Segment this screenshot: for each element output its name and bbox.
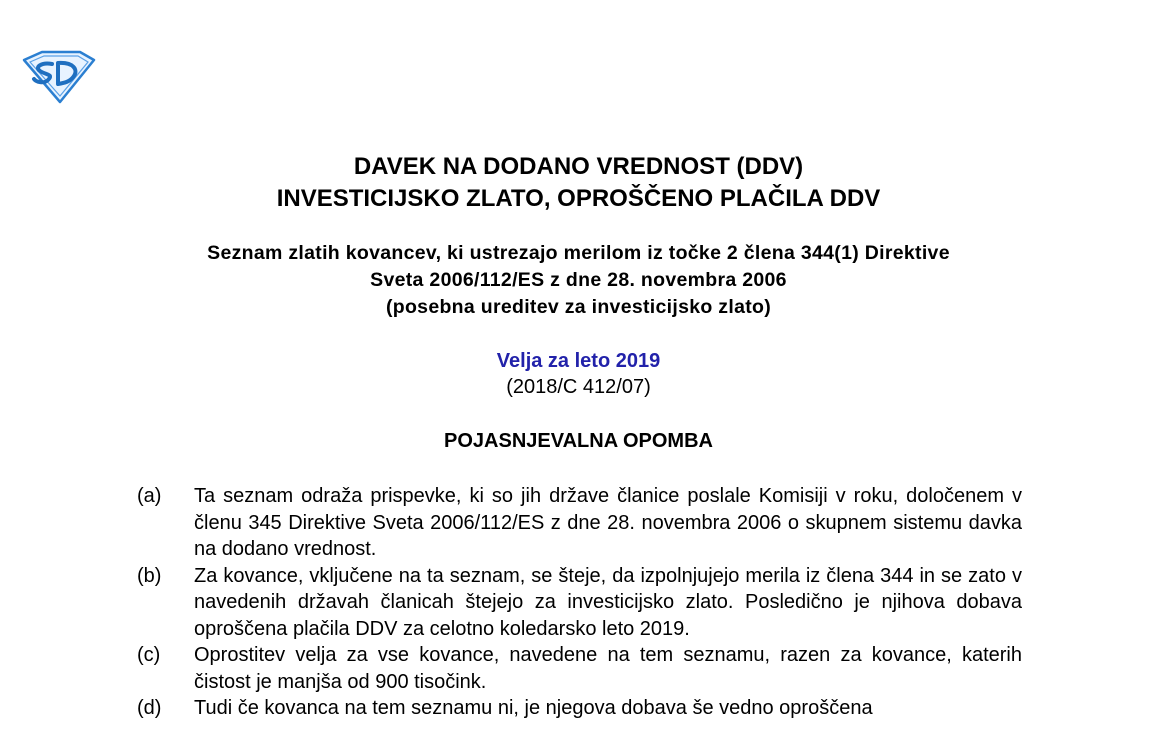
note-item-b	[137, 563, 1022, 643]
note-text: Tudi če kovanca na tem seznamu ni, je njegova dobava še vedno oproščena	[194, 697, 873, 719]
shield-logo-icon	[22, 50, 96, 104]
document-reference: (2018/C 412/07)	[506, 376, 651, 398]
validity-label: Velja za leto 2019	[496, 350, 661, 372]
note-text: Za kovance, vključene na ta seznam, se šteje, da izpolnjujejo merila iz člena 344 in se zato v navedenih državah članicah štejejo za investicijsko zlato. Posledično je njihova dobava oproščena plačila DDV za celotno koledarsko leto 2019.	[194, 564, 1022, 640]
note-list	[137, 483, 1022, 722]
note-marker: (a)	[137, 485, 162, 507]
subtitle-line-3: (posebna ureditev za investicijsko zlato)	[385, 296, 772, 318]
subtitle-line-2: Sveta 2006/112/ES z dne 28. novembra 2006	[370, 269, 787, 291]
note-marker: (b)	[137, 564, 162, 587]
title-line-2: INVESTICIJSKO ZLATO, OPROŠČENO PLAČILA DDV	[276, 185, 881, 212]
note-marker: (d)	[137, 697, 162, 719]
document-subtitle	[0, 240, 1157, 321]
note-marker: (c)	[137, 644, 161, 666]
subtitle-line-1: Seznam zlatih kovancev, ki ustrezajo merilom iz točke 2 člena 344(1) Direktive	[207, 242, 950, 264]
note-item-c	[137, 642, 1022, 695]
note-heading: POJASNJEVALNA OPOMBA	[444, 430, 713, 452]
title-line-1: DAVEK NA DODANO VREDNOST (DDV)	[353, 153, 804, 180]
document-title	[0, 151, 1157, 215]
note-item-a	[137, 483, 1022, 563]
note-text: Oprostitev velja za vse kovance, navedene na tem seznamu, razen za kovance, katerih čistost je manjša od 900 tisočink.	[194, 644, 1022, 693]
note-item-d	[137, 695, 1022, 722]
note-text: Ta seznam odraža prispevke, ki so jih države članice poslale Komisiji v roku, določenem v členu 345 Direktive Sveta 2006/112/ES z dne 28. novembra 2006 o skupnem sistemu davka na dodano vrednost.	[194, 485, 1022, 560]
